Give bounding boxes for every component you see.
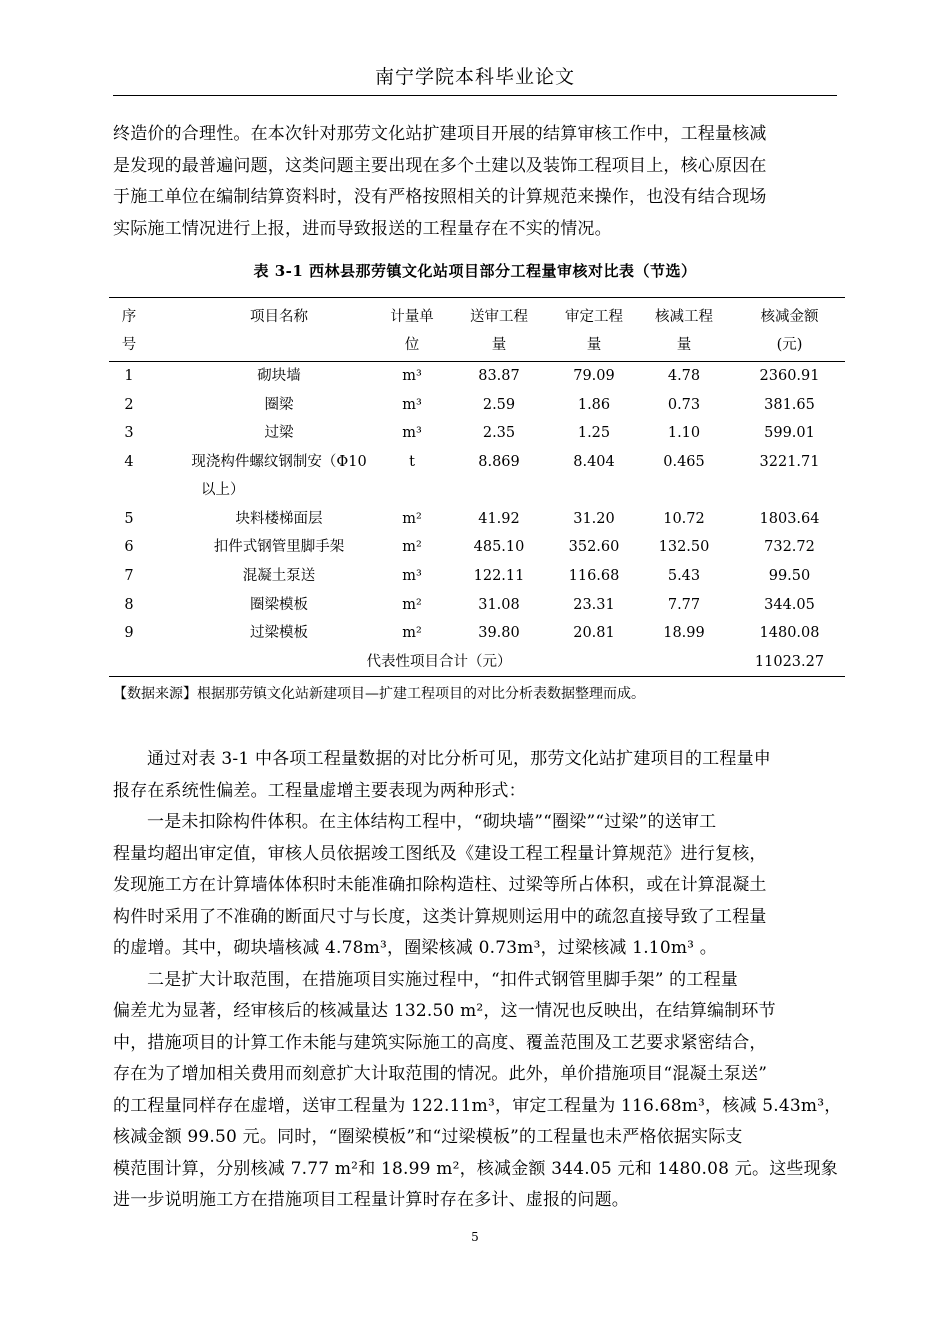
cell-idx: 4: [124, 453, 134, 470]
cell-submitted: 2.59: [482, 396, 516, 413]
header-text: 位: [404, 337, 420, 353]
header-submitted: [454, 303, 544, 359]
cell-amount: 344.05: [764, 596, 815, 613]
cell-idx: 6: [124, 539, 134, 556]
header-idx: [109, 303, 149, 359]
text-line: 实际施工情况进行上报，进而导致报送的工程量存在不实的情况。: [113, 218, 612, 239]
cell-unit: m³: [402, 396, 422, 413]
header-text: 审定工程: [565, 309, 623, 325]
cell-unit: m²: [402, 596, 422, 613]
text-line: 构件时采用了不准确的断面尺寸与长度，这类计算规则运用中的疏忽直接导致了工程量: [113, 906, 767, 927]
table-row: [109, 562, 845, 591]
cell-approved: 31.20: [573, 510, 615, 527]
cell-approved: 79.09: [573, 368, 615, 384]
cell-name: 砌块墙: [257, 368, 301, 384]
text-line: 核减金额 99.50 元。同时，“圈梁模板”和“过梁模板”的工程量也未严格依据实际支: [113, 1127, 743, 1147]
table-row: [109, 505, 845, 534]
header-text: 送审工程: [470, 309, 528, 325]
table-row: [109, 391, 845, 420]
cell-approved: 116.68: [568, 567, 620, 584]
text-line: 程量均超出审定值，审核人员依据竣工图纸及《建设工程工程量计算规范》进行复核，: [113, 843, 767, 864]
total-amount: 11023.27: [754, 653, 825, 670]
header-text: 核减金额: [760, 309, 819, 325]
cell-reduction: 18.99: [663, 625, 705, 642]
cell-approved: 1.25: [577, 425, 611, 442]
header-text: 号: [121, 337, 137, 353]
header-unit: [382, 303, 442, 359]
cell-idx: 2: [124, 396, 134, 413]
text-line: 于施工单位在编制结算资料时，没有严格按照相关的计算规范来操作，也没有结合现场: [113, 187, 767, 207]
header-approved: [549, 303, 639, 359]
cell-submitted: 2.35: [482, 425, 516, 442]
cell-unit: m³: [402, 368, 422, 384]
table-row: [109, 448, 845, 505]
cell-amount: 1480.08: [759, 625, 820, 642]
text-line: 的工程量同样存在虚增，送审工程量为 122.11m³，审定工程量为 116.68m³，核减 5.43m³，: [113, 1095, 842, 1116]
cell-amount: 599.01: [764, 425, 815, 442]
cell-unit: m²: [402, 625, 422, 642]
cell-unit: m²: [402, 510, 422, 527]
cell-submitted: 83.87: [478, 368, 520, 384]
table-caption: 表 3-1 西林县那劳镇文化站项目部分工程量审核对比表（节选）: [253, 262, 697, 280]
table-source-note: 【数据来源】根据那劳镇文化站新建项目—扩建工程项目的对比分析表数据整理而成。: [113, 686, 645, 702]
cell-name: 圈梁模板: [250, 596, 308, 613]
cell-amount: 732.72: [764, 539, 815, 556]
cell-name: 圈梁: [264, 396, 294, 413]
cell-idx: 7: [124, 567, 134, 584]
table-row: [109, 533, 845, 562]
text-line: 的虚增。其中，砌块墙核减 4.78m³，圈梁核减 0.73m³，过梁核减 1.10m³ 。: [113, 938, 717, 958]
text-line: 是发现的最普遍问题，这类问题主要出现在多个土建以及装饰工程项目上，核心原因在: [113, 155, 767, 176]
cell-reduction: 0.465: [663, 453, 705, 470]
cell-name: 扣件式钢管里脚手架: [213, 539, 345, 556]
cell-amount: 99.50: [768, 567, 811, 584]
table-row: [109, 591, 845, 620]
header-text: 核减工程: [655, 309, 713, 325]
cell-reduction: 132.50: [658, 539, 710, 556]
total-label: 代表性项目合计（元）: [366, 653, 512, 670]
cell-submitted: 31.08: [478, 596, 520, 613]
cell-reduction: 7.77: [667, 596, 701, 613]
cell-submitted: 8.869: [478, 453, 520, 470]
text-line: 进一步说明施工方在措施项目工程量计算时存在多计、虚报的问题。: [113, 1190, 629, 1210]
cell-amount: 3221.71: [759, 453, 820, 470]
cell-amount: 381.65: [764, 396, 815, 413]
cell-idx: 3: [124, 425, 134, 442]
header-text: 量: [676, 337, 692, 353]
cell-unit: m³: [402, 567, 422, 584]
table-row: [109, 362, 845, 391]
text-line: 模范围计算，分别核减 7.77 m²和 18.99 m²，核减金额 344.05 元和 1480.08 元。这些现象: [113, 1158, 839, 1179]
cell-idx: 8: [124, 596, 134, 613]
cell-reduction: 0.73: [667, 396, 701, 413]
cell-name: 过梁模板: [250, 625, 308, 642]
analysis-paragraphs: [113, 744, 842, 1217]
page-number: 5: [471, 1230, 479, 1244]
text-line: 二是扩大计取范围，在措施项目实施过程中，“扣件式钢管里脚手架” 的工程量: [147, 969, 738, 990]
table-row: [109, 619, 845, 648]
cell-unit: t: [409, 453, 415, 470]
text-line: 存在为了增加相关费用而刻意扩大计取范围的情况。此外，单价措施项目“混凝土泵送”: [113, 1064, 768, 1084]
cell-approved: 20.81: [573, 625, 615, 642]
cell-unit: m³: [402, 425, 422, 442]
cell-name: [149, 448, 409, 505]
cell-amount: 1803.64: [759, 510, 820, 527]
cell-approved: 352.60: [568, 539, 620, 556]
cell-submitted: 39.80: [478, 625, 520, 642]
header-text: 量: [491, 337, 507, 353]
audit-comparison-table: [109, 297, 845, 677]
cell-approved: 1.86: [577, 396, 611, 413]
cell-approved: 8.404: [573, 453, 615, 470]
cell-name-line: 以上）: [201, 482, 245, 499]
text-line: 一是未扣除构件体积。在主体结构工程中，“砌块墙”“圈梁”“过梁”的送审工: [147, 812, 717, 832]
running-header: 南宁学院本科毕业论文: [374, 66, 575, 88]
table-header-row: [109, 298, 845, 362]
header-amount: [734, 303, 845, 359]
header-text: 计量单: [390, 309, 434, 325]
cell-name: 混凝土泵送: [242, 567, 316, 584]
text-line: 偏差尤为显著，经审核后的核减量达 132.50 m²，这一情况也反映出，在结算编制环节: [113, 1001, 776, 1021]
header-reduction: [639, 303, 729, 359]
header-name: 项目名称: [250, 309, 308, 325]
cell-submitted: 41.92: [478, 510, 520, 527]
cell-approved: 23.31: [573, 596, 615, 613]
cell-name-line: 现浇构件螺纹钢制安（Φ10: [191, 453, 367, 470]
text-line: 发现施工方在计算墙体体积时未能准确扣除构造柱、过梁等所占体积，或在计算混凝土: [113, 875, 767, 895]
table-row: [109, 419, 845, 448]
table-total-row: [109, 648, 845, 677]
header-rule: [113, 95, 837, 96]
cell-idx: 5: [124, 510, 134, 527]
cell-reduction: 10.72: [663, 510, 705, 527]
cell-name: 块料楼梯面层: [235, 510, 323, 527]
header-text: (元): [776, 337, 803, 353]
cell-reduction: 5.43: [667, 567, 701, 584]
cell-submitted: 122.11: [473, 567, 525, 584]
cell-reduction: 1.10: [667, 425, 701, 442]
text-line: 报存在系统性偏差。工程量虚增主要表现为两种形式：: [113, 780, 526, 801]
cell-submitted: 485.10: [473, 539, 525, 556]
cell-idx: 9: [124, 625, 134, 642]
cell-reduction: 4.78: [667, 368, 701, 384]
intro-paragraph: [113, 119, 837, 245]
header-text: 量: [586, 337, 602, 353]
cell-name: 过梁: [264, 425, 294, 442]
text-line: 中，措施项目的计算工作未能与建筑实际施工的高度、覆盖范围及工艺要求紧密结合，: [113, 1032, 767, 1053]
cell-amount: 2360.91: [759, 368, 820, 384]
cell-idx: 1: [124, 368, 134, 384]
cell-unit: m²: [402, 539, 422, 556]
text-line: 通过对表 3-1 中各项工程量数据的对比分析可见，那劳文化站扩建项目的工程量申: [147, 749, 771, 769]
header-text: 序: [121, 309, 137, 325]
text-line: 终造价的合理性。在本次针对那劳文化站扩建项目开展的结算审核工作中，工程量核减: [113, 124, 767, 144]
